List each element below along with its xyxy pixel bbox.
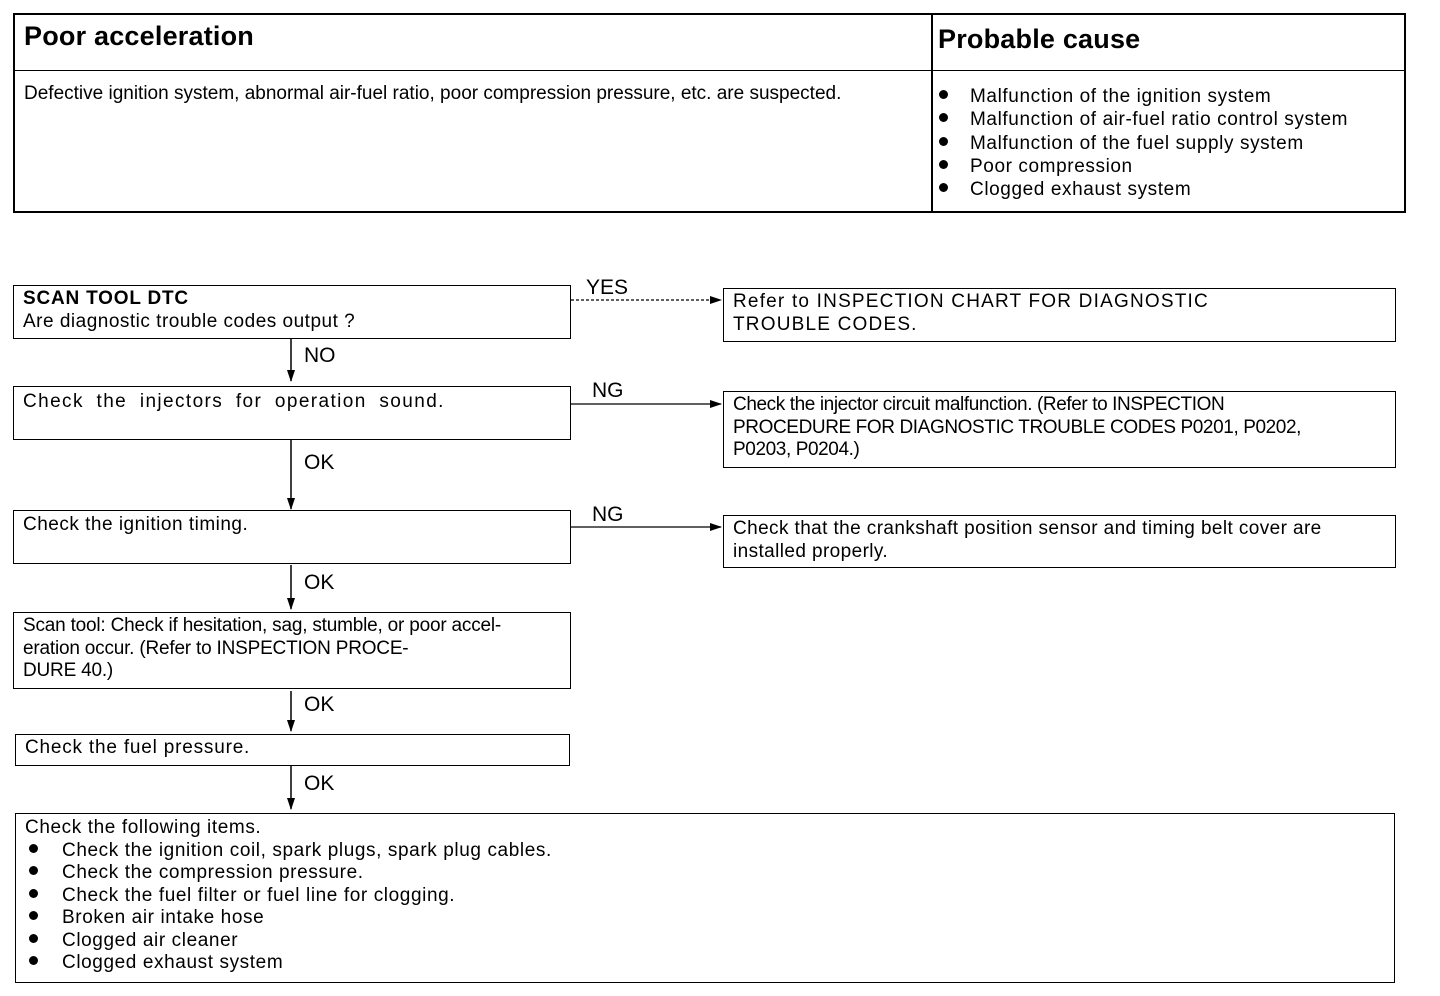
list-item: Check the compression pressure.: [25, 862, 1385, 885]
result-crankshaft-sensor: Check that the crankshaft position sensor and timing belt cover are installed properly.: [723, 515, 1396, 568]
bullet-icon: [29, 866, 38, 875]
step-check-injectors: Check the injectors for operation sound.: [13, 386, 571, 440]
cause-item: Clogged exhaust system: [939, 178, 1348, 201]
cause-item: Malfunction of air-fuel ratio control system: [939, 108, 1348, 131]
ng-label-2: NG: [592, 503, 624, 526]
cause-item: Malfunction of the fuel supply system: [939, 132, 1348, 155]
bullet-icon: [29, 911, 38, 920]
result-refer-dtc-chart: Refer to INSPECTION CHART FOR DIAGNOSTIC TROUBLE CODES.: [723, 288, 1396, 342]
ok-label-4: OK: [304, 772, 335, 795]
bullet-icon: [29, 956, 38, 965]
ok-label-3: OK: [304, 693, 335, 716]
list-item: Check the ignition coil, spark plugs, spark plug cables.: [25, 840, 1385, 863]
step-title: SCAN TOOL DTC: [23, 288, 189, 309]
symptom-title: Poor acceleration: [24, 21, 254, 51]
bullet-icon: [29, 889, 38, 898]
step-scan-tool-hesitation: Scan tool: Check if hesitation, sag, stumble, or poor accel- eration occur. (Refer to INSPECTION PROCE- DURE 40.): [13, 612, 571, 689]
step-text: Are diagnostic trouble codes output ?: [23, 310, 356, 332]
no-label: NO: [304, 344, 336, 367]
cause-item: Poor compression: [939, 155, 1348, 178]
list-item: Clogged exhaust system: [25, 952, 1385, 975]
final-item-list: [25, 840, 1385, 976]
final-heading: Check the following items.: [25, 817, 262, 838]
list-item: Clogged air cleaner: [25, 930, 1385, 953]
result-injector-circuit: Check the injector circuit malfunction. (Refer to INSPECTION PROCEDURE FOR DIAGNOSTIC TROUBLE CODES P0201, P0202, P0203, P0204.): [723, 391, 1396, 468]
final-check-items: [15, 813, 1395, 983]
ng-label-1: NG: [592, 379, 624, 402]
step-check-ignition-timing: Check the ignition timing.: [13, 510, 571, 564]
list-item: Check the fuel filter or fuel line for clogging.: [25, 885, 1385, 908]
step-scan-tool-dtc: [13, 285, 571, 339]
list-item: Broken air intake hose: [25, 907, 1385, 930]
symptom-description: Defective ignition system, abnormal air-fuel ratio, poor compression pressure, etc. are suspected.: [24, 83, 842, 104]
cause-item: Malfunction of the ignition system: [939, 85, 1348, 108]
ok-label-1: OK: [304, 451, 335, 474]
bullet-icon: [29, 844, 38, 853]
ok-label-2: OK: [304, 571, 335, 594]
step-check-fuel-pressure: Check the fuel pressure.: [15, 734, 570, 766]
probable-cause-title: Probable cause: [938, 24, 1141, 54]
yes-label: YES: [586, 276, 629, 299]
bullet-icon: [29, 934, 38, 943]
